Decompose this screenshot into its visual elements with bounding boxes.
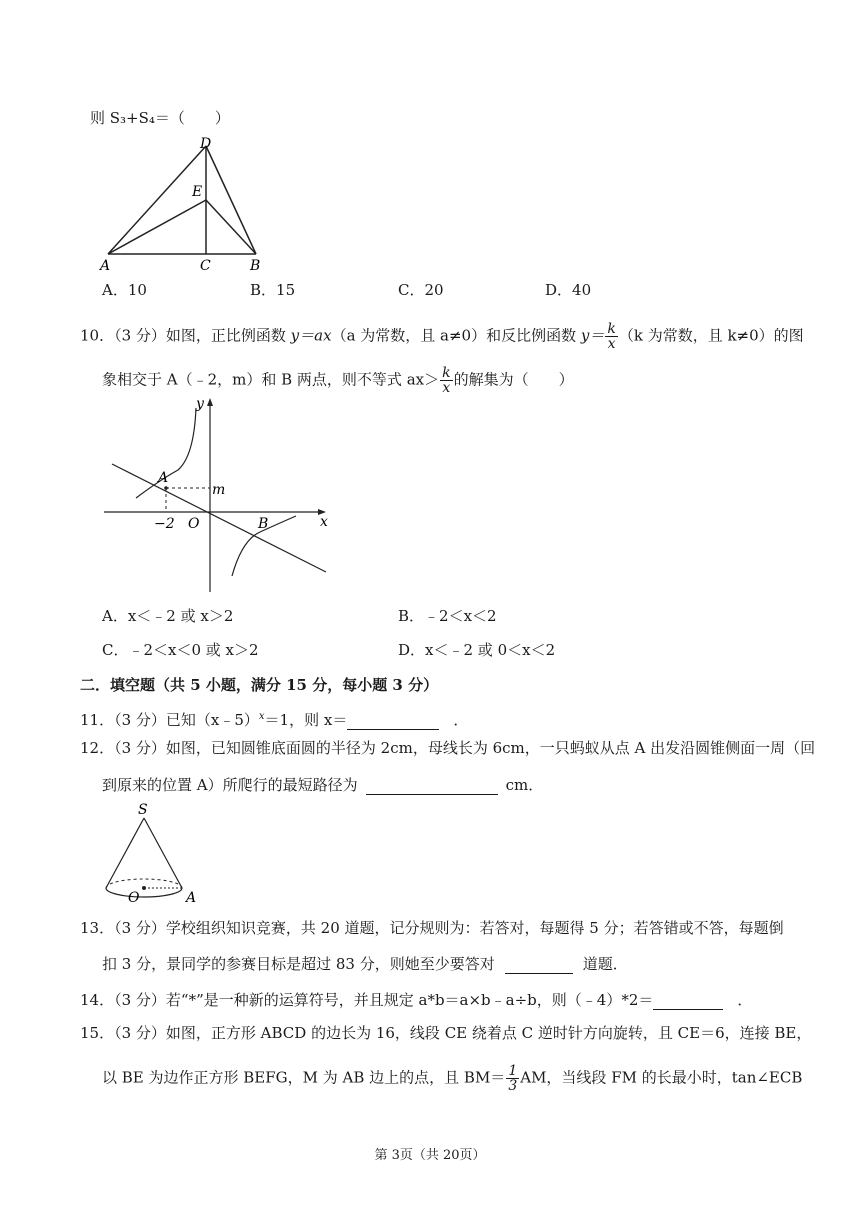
fig9-label-a: A: [100, 258, 111, 274]
q12-line1: 12．（3 分）如图，已知圆锥底面圆的半径为 2cm，母线长为 6cm，一只蚂蚁从点 A 出发沿圆锥侧面一周（回: [80, 739, 816, 757]
fig10-label-o: O: [188, 516, 200, 532]
fig12-label-a: A: [186, 890, 197, 906]
fig10-label-a: A: [158, 470, 169, 486]
q9-tail: 则 S₃+S₄＝（ ）: [90, 109, 230, 127]
q15-line2: 以 BE 为边作正方形 BEFG，M 为 AB 边上的点，且 BM＝ $\frac{1}{3}$ AM，当线段 FM 的长最小时，tan∠ECB: [102, 1063, 803, 1094]
fig10-label-m: m: [212, 482, 226, 498]
q10-line2: 象相交于 A（﹣2，m）和 B 两点，则不等式 ax＞ $\frac{k}{x}$ 的解集为（ ）: [102, 365, 574, 396]
fig12-label-o: O: [128, 890, 140, 906]
q14: 14．（3 分）若“*”是一种新的运算符号，并且规定 a*b＝a×b﹣a÷b，则（﹣4）*2＝ ．: [80, 991, 753, 1009]
q15-fraction-one-third: $\frac{1}{3}$: [508, 1063, 518, 1094]
q10-graph-figure: [100, 394, 336, 596]
q12-answer-blank[interactable]: [366, 778, 498, 795]
q9-option-b: B．15: [250, 281, 296, 299]
q10-fraction-k-over-x: $\frac{k}{x}$: [607, 321, 616, 352]
page-footer: 第 3页（共 20页）: [374, 1148, 486, 1163]
q10-fraction-k-over-x-2: $\frac{k}{x}$: [442, 365, 451, 396]
fig10-label-y: y: [196, 396, 204, 412]
q9-option-c: C．20: [398, 281, 444, 299]
fig10-label-x: x: [320, 514, 328, 530]
q13-line1: 13．（3 分）学校组织知识竞赛，共 20 道题，记分规则为：若答对，每题得 5 分；若答错或不答，每题倒: [80, 919, 784, 937]
q9-triangle-figure: [96, 134, 268, 274]
fig9-label-d: D: [200, 136, 212, 152]
q14-answer-blank[interactable]: [653, 993, 723, 1010]
q10-option-b: B．﹣2＜x＜2: [398, 607, 497, 625]
q13-line2: 扣 3 分，景同学的参赛目标是超过 83 分，则她至少要答对 道题．: [102, 955, 628, 973]
fig12-label-s: S: [138, 802, 148, 818]
fig10-label-b: B: [258, 516, 269, 532]
q10-option-c: C．﹣2＜x＜0 或 x＞2: [102, 641, 259, 659]
q10-line1: 10．（3 分）如图，正比例函数 y＝ax（a 为常数，且 a≠0）和反比例函数 y＝ $\frac{k}{x}$ （k 为常数，且 k≠0）的图: [80, 321, 804, 352]
q12-cone-figure: [98, 800, 208, 906]
q13-answer-blank[interactable]: [505, 957, 573, 974]
q9-option-a: A．10: [102, 281, 147, 299]
q11-answer-blank[interactable]: [347, 713, 439, 730]
fig9-label-e: E: [192, 184, 203, 200]
q11: 11．（3 分）已知（x﹣5）$^x$＝1，则 x＝ ．: [80, 711, 469, 729]
q15-line1: 15．（3 分）如图，正方形 ABCD 的边长为 16，线段 CE 绕着点 C 逆时针方向旋转，且 CE＝6，连接 BE，: [80, 1024, 812, 1042]
q9-option-d: D．40: [545, 281, 592, 299]
fig9-label-b: B: [250, 258, 261, 274]
q10-option-d: D．x＜﹣2 或 0＜x＜2: [398, 641, 556, 659]
q12-line2: 到原来的位置 A）所爬行的最短路径为 cm．: [102, 776, 544, 794]
section-2-heading: 二．填空题（共 5 小题，满分 15 分，每小题 3 分）: [80, 676, 439, 694]
q10-option-a: A．x＜﹣2 或 x＞2: [102, 607, 234, 625]
fig9-label-c: C: [200, 258, 211, 274]
fig10-label-neg2: −2: [154, 516, 175, 532]
